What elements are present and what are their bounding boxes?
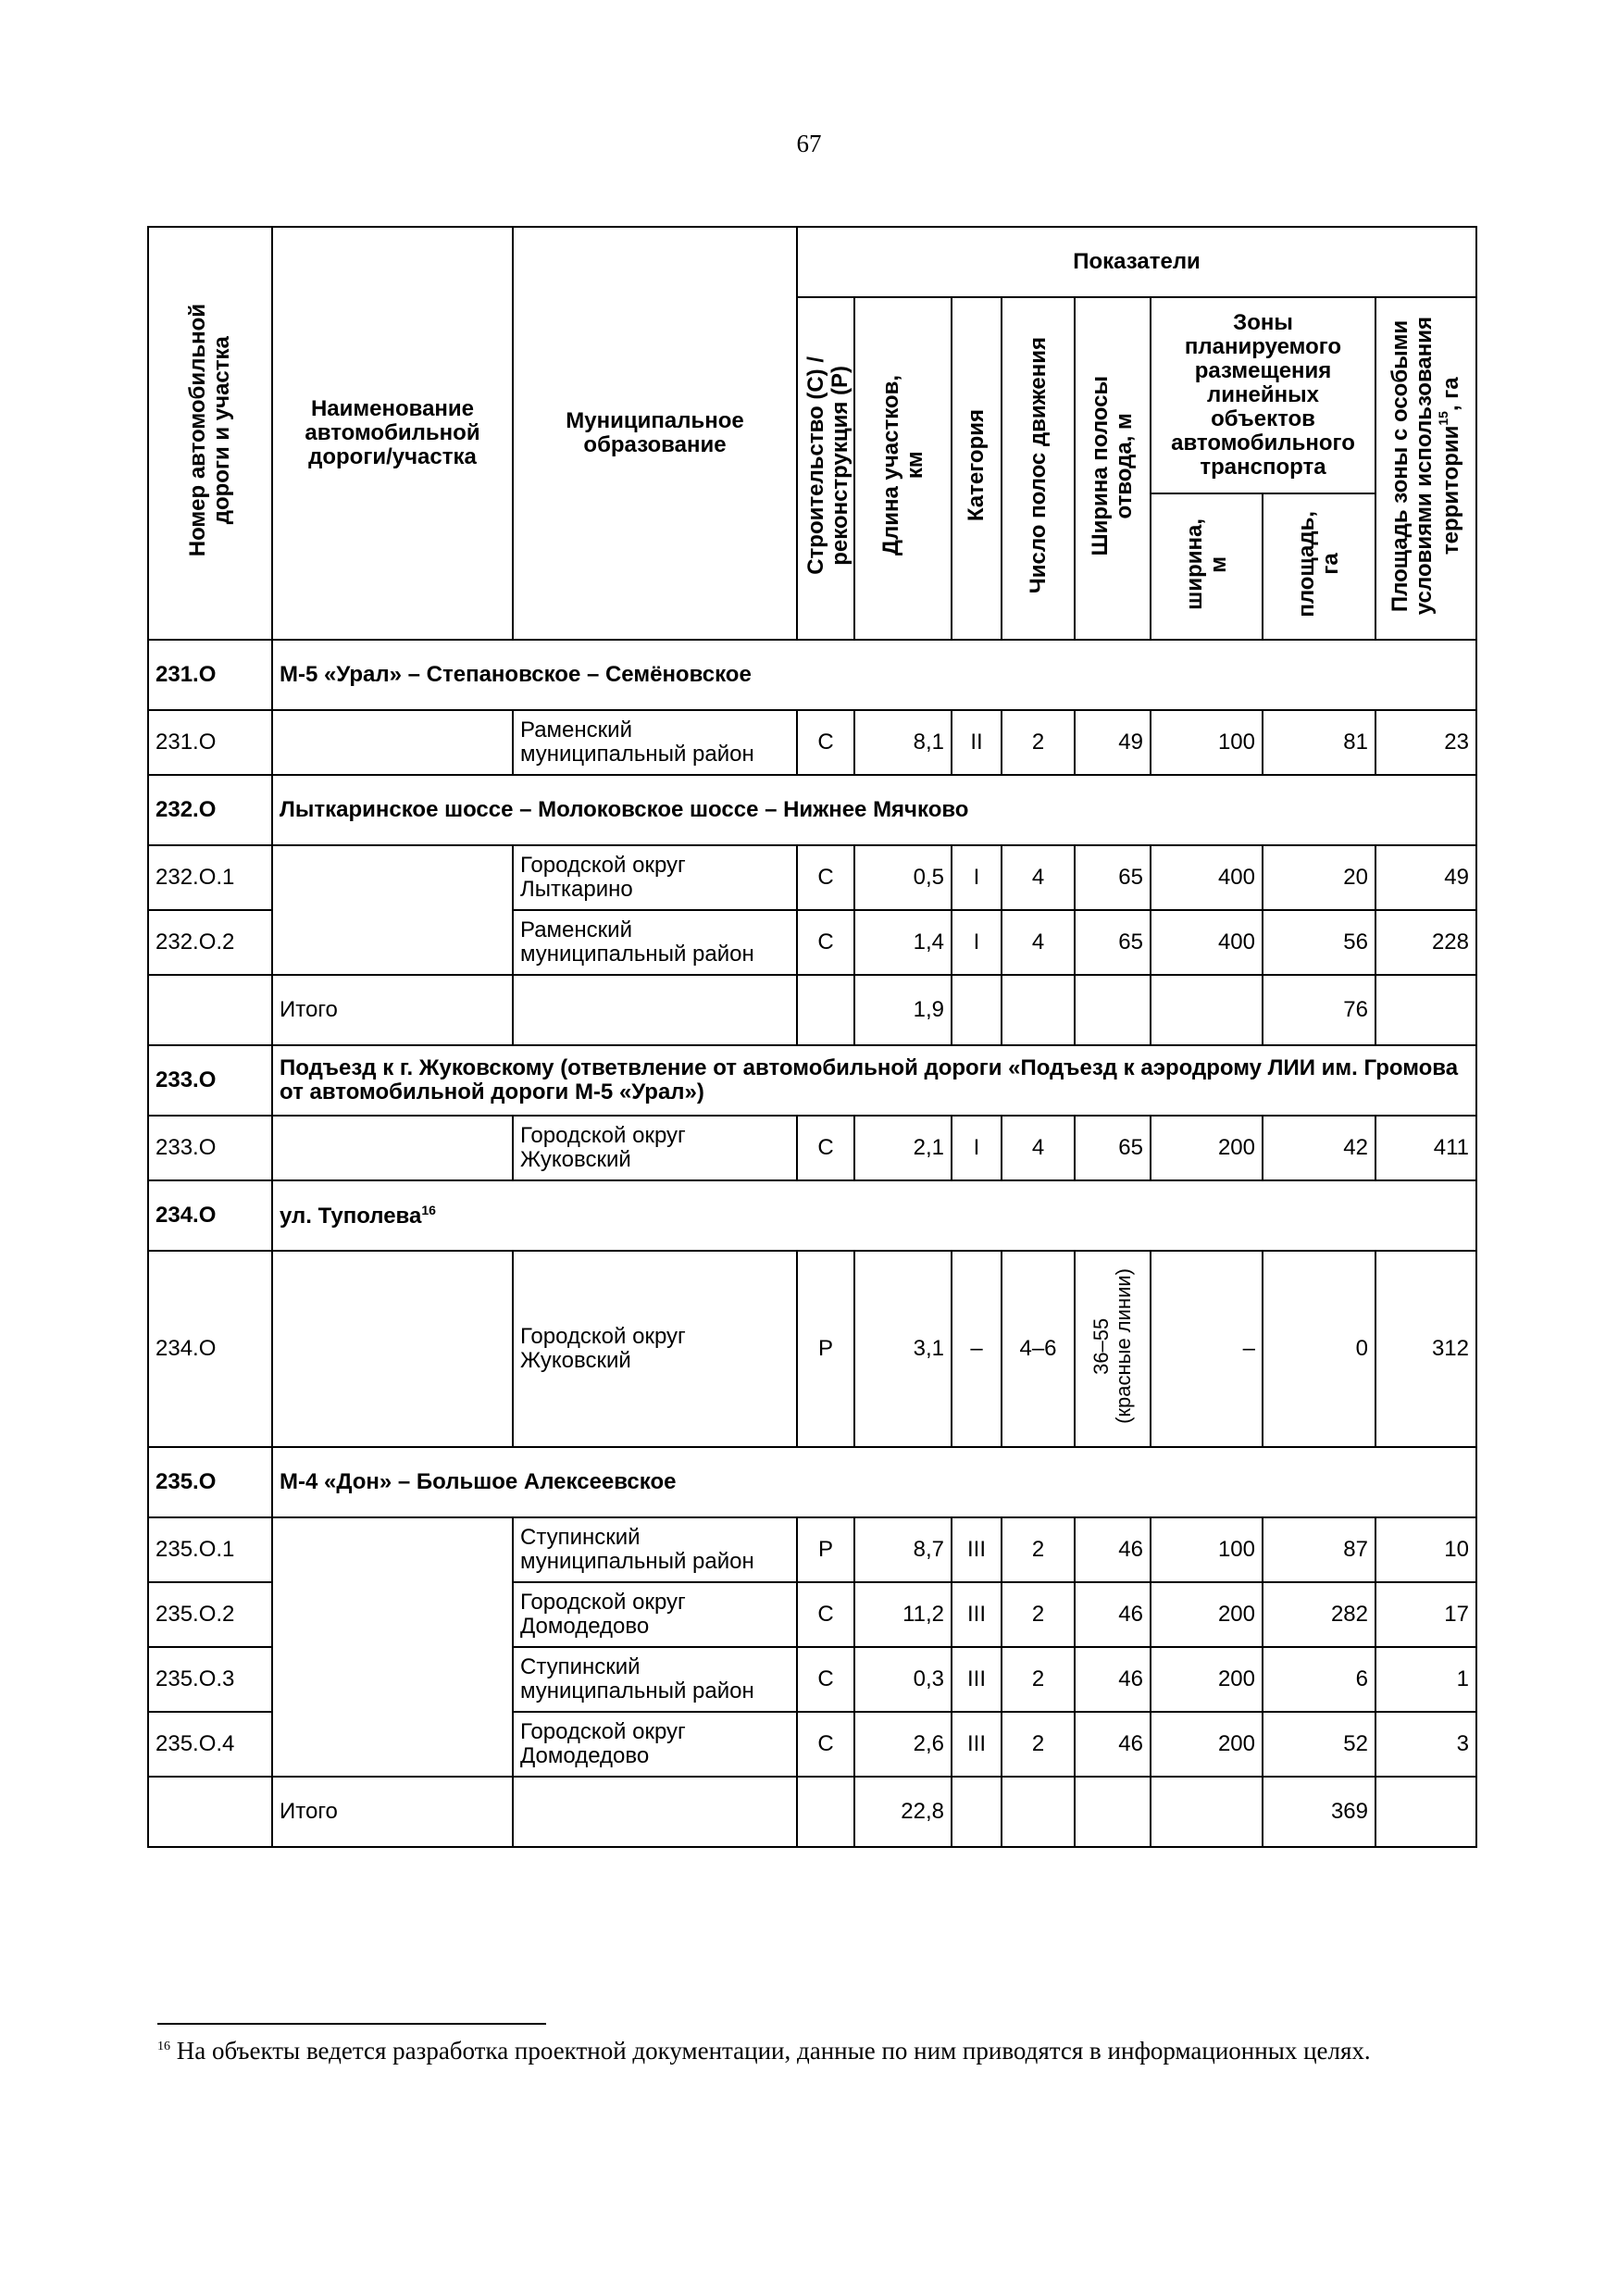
section-title [272, 640, 1476, 710]
empty-cell [1151, 975, 1263, 1045]
header-row-width: Ширина полосы отвода, м [1075, 297, 1151, 640]
special-zone-cell: 49 [1375, 845, 1476, 910]
road-name-cell [272, 710, 513, 775]
row-number: 234.О [148, 1251, 272, 1447]
special-zone-cell: 1 [1375, 1647, 1476, 1712]
total-label: Итого [272, 1777, 513, 1847]
section-title [272, 1447, 1476, 1517]
special-zone-cell: 10 [1375, 1517, 1476, 1582]
empty-cell [1151, 1777, 1263, 1847]
special-zone-cell: 228 [1375, 910, 1476, 975]
row-number: 235.О.4 [148, 1712, 272, 1777]
construction-cell: С [797, 710, 854, 775]
lanes-cell: 2 [1002, 710, 1075, 775]
table-row [148, 1251, 1476, 1447]
zone-width-cell: 200 [1151, 1647, 1263, 1712]
section-header-row [148, 1447, 1476, 1517]
zone-area-cell: 42 [1263, 1116, 1375, 1180]
category-cell: I [952, 845, 1002, 910]
zone-area-cell: 6 [1263, 1647, 1375, 1712]
length-cell: 3,1 [854, 1251, 952, 1447]
category-cell: III [952, 1647, 1002, 1712]
section-title-footnote-mark: 16 [421, 1202, 436, 1217]
category-cell: III [952, 1582, 1002, 1647]
section-title [272, 1045, 1476, 1116]
municipality-cell: Городской округ Домодедово [513, 1582, 797, 1647]
row-number: 233.О [148, 1116, 272, 1180]
row-width-cell [1075, 1251, 1151, 1447]
empty-cell [1075, 1777, 1151, 1847]
construction-cell: С [797, 910, 854, 975]
empty-cell [1075, 975, 1151, 1045]
section-number: 232.О [148, 775, 272, 845]
zone-width-cell: 100 [1151, 1517, 1263, 1582]
zone-width-cell: 200 [1151, 1582, 1263, 1647]
zone-area-cell: 56 [1263, 910, 1375, 975]
empty-cell [513, 1777, 797, 1847]
category-cell: I [952, 1116, 1002, 1180]
row-number: 231.О [148, 710, 272, 775]
total-zone-area: 76 [1263, 975, 1375, 1045]
empty-cell [1375, 975, 1476, 1045]
section-title [272, 775, 1476, 845]
total-length: 22,8 [854, 1777, 952, 1847]
length-cell: 8,1 [854, 710, 952, 775]
header-road-name: Наименование автомобильной дороги/участка [272, 227, 513, 640]
footnote-mark: 16 [157, 2040, 170, 2053]
header-zones: Зоны планируемого размещения линейных объектов автомобильного транспорта [1151, 297, 1375, 493]
municipality-cell: Городской округ Жуковский [513, 1116, 797, 1180]
municipality-cell: Городской округ Лыткарино [513, 845, 797, 910]
header-construction: Строительство (С) / реконструкция (Р) [797, 297, 854, 640]
footnote-text: На объекты ведется разработка проектной документации, данные по ним приводятся в информационных целях. [176, 2037, 1371, 2065]
special-zone-cell: 312 [1375, 1251, 1476, 1447]
lanes-cell: 2 [1002, 1647, 1075, 1712]
section-header-row [148, 640, 1476, 710]
length-cell: 0,3 [854, 1647, 952, 1712]
road-name-cell [272, 1251, 513, 1447]
section-number: 233.О [148, 1045, 272, 1116]
section-title-text: Подъезд к г. Жуковскому (ответвление от автомобильной дороги «Подъезд к аэродрому ЛИИ им. Громова от автомобильной дороги М-5 «Урал») [280, 1055, 1459, 1104]
header-length: Длина участков, км [854, 297, 952, 640]
row-width-cell: 65 [1075, 910, 1151, 975]
row-width-cell: 46 [1075, 1647, 1151, 1712]
row-width-cell: 46 [1075, 1582, 1151, 1647]
category-cell: III [952, 1517, 1002, 1582]
construction-cell: С [797, 1116, 854, 1180]
empty-cell [148, 1777, 272, 1847]
zone-width-cell: 400 [1151, 845, 1263, 910]
lanes-cell: 2 [1002, 1582, 1075, 1647]
table-row [148, 710, 1476, 775]
empty-cell [797, 1777, 854, 1847]
special-zone-cell: 17 [1375, 1582, 1476, 1647]
zone-area-cell: 282 [1263, 1582, 1375, 1647]
section-title-text: Лыткаринское шоссе – Молоковское шоссе – Нижнее Мячково [280, 797, 969, 823]
municipality-cell: Ступинский муниципальный район [513, 1647, 797, 1712]
row-width-value: 36–55 (красные линии) [1089, 1268, 1135, 1424]
road-name-cell [272, 845, 513, 975]
total-label: Итого [272, 975, 513, 1045]
road-table [147, 226, 1477, 1848]
empty-cell [797, 975, 854, 1045]
page-number: 67 [796, 130, 822, 157]
zone-width-cell: 400 [1151, 910, 1263, 975]
municipality-cell: Городской округ Жуковский [513, 1251, 797, 1447]
special-zone-cell: 3 [1375, 1712, 1476, 1777]
length-cell: 2,1 [854, 1116, 952, 1180]
lanes-cell: 2 [1002, 1712, 1075, 1777]
length-cell: 11,2 [854, 1582, 952, 1647]
length-cell: 2,6 [854, 1712, 952, 1777]
row-number: 232.О.2 [148, 910, 272, 975]
zone-width-cell: 200 [1151, 1116, 1263, 1180]
row-width-cell: 49 [1075, 710, 1151, 775]
zone-width-cell: 100 [1151, 710, 1263, 775]
empty-cell [148, 975, 272, 1045]
header-zone-width: ширина, м [1151, 493, 1263, 640]
header-municipality: Муниципальное образование [513, 227, 797, 640]
section-title-text: М-5 «Урал» – Степановское – Семёновское [280, 662, 752, 688]
construction-cell: С [797, 1582, 854, 1647]
section-title [272, 1180, 1476, 1251]
section-number: 231.О [148, 640, 272, 710]
empty-cell [952, 1777, 1002, 1847]
footnote [157, 2035, 1472, 2067]
empty-cell [1002, 975, 1075, 1045]
total-zone-area: 369 [1263, 1777, 1375, 1847]
row-width-cell: 46 [1075, 1517, 1151, 1582]
row-width-cell: 65 [1075, 845, 1151, 910]
zone-area-cell: 52 [1263, 1712, 1375, 1777]
lanes-cell: 4–6 [1002, 1251, 1075, 1447]
total-row [148, 1777, 1476, 1847]
total-length: 1,9 [854, 975, 952, 1045]
section-header-row [148, 775, 1476, 845]
road-name-cell [272, 1517, 513, 1777]
lanes-cell: 4 [1002, 1116, 1075, 1180]
category-cell: III [952, 1712, 1002, 1777]
section-header-row [148, 1180, 1476, 1251]
lanes-cell: 4 [1002, 845, 1075, 910]
zone-area-cell: 81 [1263, 710, 1375, 775]
zone-area-cell: 0 [1263, 1251, 1375, 1447]
header-indicators: Показатели [797, 227, 1476, 297]
row-number: 235.О.1 [148, 1517, 272, 1582]
header-lanes: Число полос движения [1002, 297, 1075, 640]
municipality-cell: Раменский муниципальный район [513, 910, 797, 975]
municipality-cell: Городской округ Домодедово [513, 1712, 797, 1777]
empty-cell [1002, 1777, 1075, 1847]
total-row [148, 975, 1476, 1045]
category-cell: – [952, 1251, 1002, 1447]
construction-cell: Р [797, 1251, 854, 1447]
lanes-cell: 2 [1002, 1517, 1075, 1582]
zone-area-cell: 20 [1263, 845, 1375, 910]
section-number: 234.О [148, 1180, 272, 1251]
municipality-cell: Раменский муниципальный район [513, 710, 797, 775]
empty-cell [952, 975, 1002, 1045]
construction-cell: С [797, 845, 854, 910]
empty-cell [513, 975, 797, 1045]
construction-cell: С [797, 1647, 854, 1712]
header-zone-area: площадь, га [1263, 493, 1375, 640]
table-row [148, 1116, 1476, 1180]
header-road-number: Номер автомобильной дороги и участка [148, 227, 272, 640]
construction-cell: Р [797, 1517, 854, 1582]
row-number: 232.О.1 [148, 845, 272, 910]
zone-area-cell: 87 [1263, 1517, 1375, 1582]
category-cell: II [952, 710, 1002, 775]
section-number: 235.О [148, 1447, 272, 1517]
row-width-cell: 65 [1075, 1116, 1151, 1180]
section-title-text: ул. Туполева [280, 1203, 422, 1229]
category-cell: I [952, 910, 1002, 975]
special-zone-cell: 411 [1375, 1116, 1476, 1180]
zone-width-cell: 200 [1151, 1712, 1263, 1777]
road-name-cell [272, 1116, 513, 1180]
lanes-cell: 4 [1002, 910, 1075, 975]
row-width-cell: 46 [1075, 1712, 1151, 1777]
length-cell: 0,5 [854, 845, 952, 910]
zone-width-cell: – [1151, 1251, 1263, 1447]
length-cell: 8,7 [854, 1517, 952, 1582]
municipality-cell: Ступинский муниципальный район [513, 1517, 797, 1582]
construction-cell: С [797, 1712, 854, 1777]
table-row [148, 1517, 1476, 1582]
row-number: 235.О.2 [148, 1582, 272, 1647]
special-zone-cell: 23 [1375, 710, 1476, 775]
table-row [148, 845, 1476, 910]
length-cell: 1,4 [854, 910, 952, 975]
header-special-zone: Площадь зоны с особыми условиями использования территории$^{15}$, га [1375, 297, 1476, 640]
section-title-text: М-4 «Дон» – Большое Алексеевское [280, 1469, 677, 1495]
empty-cell [1375, 1777, 1476, 1847]
header-category: Категория [952, 297, 1002, 640]
footnote-separator [157, 2023, 546, 2025]
section-header-row [148, 1045, 1476, 1116]
row-number: 235.О.3 [148, 1647, 272, 1712]
